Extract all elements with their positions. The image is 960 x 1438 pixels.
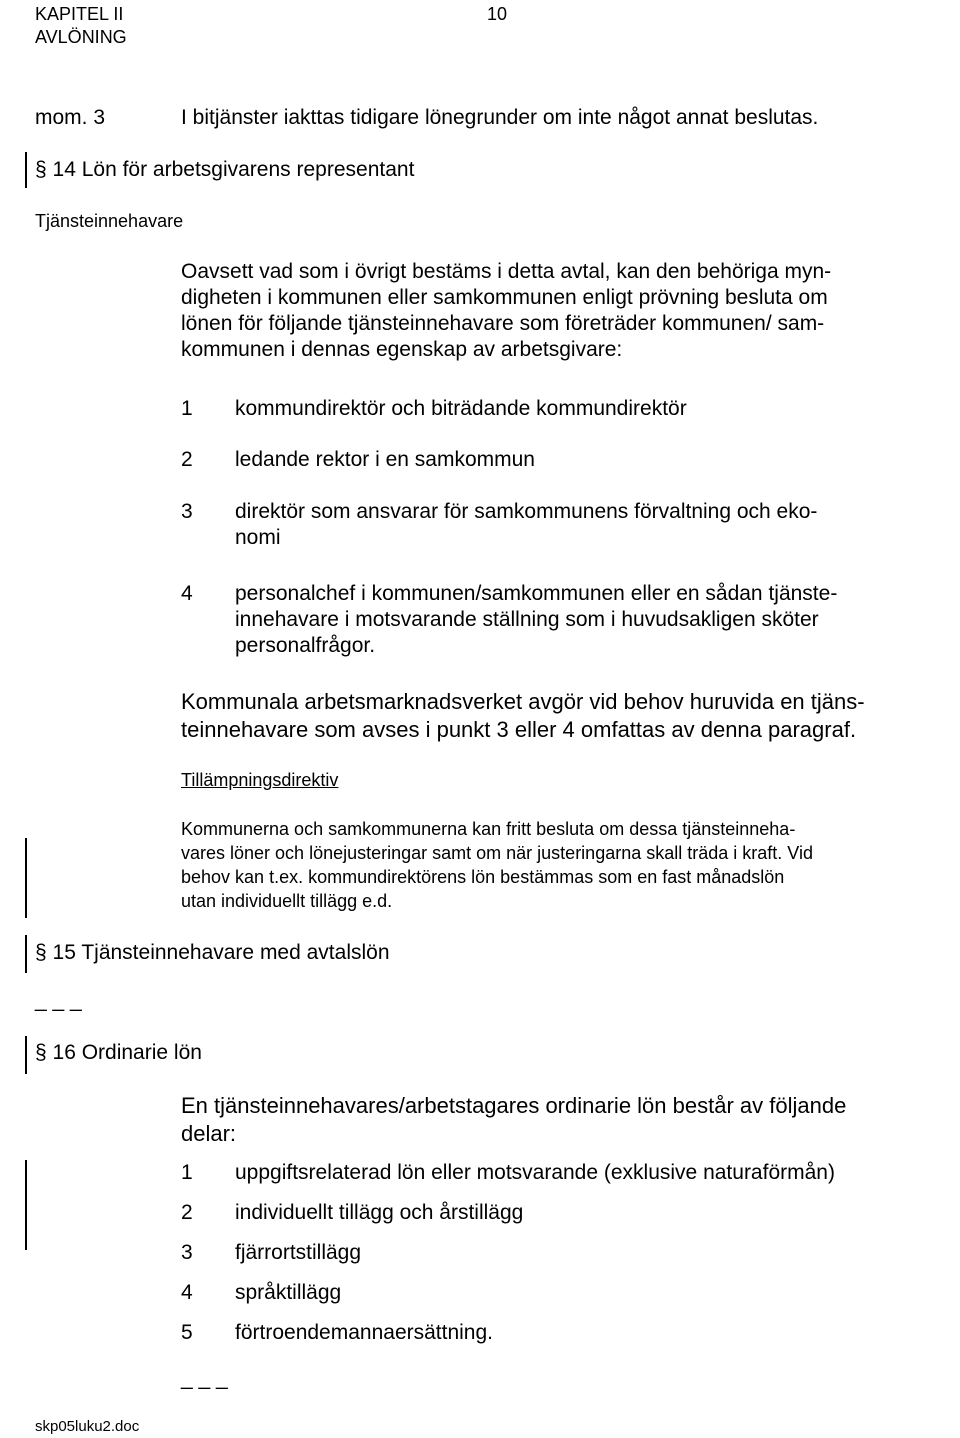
directive-title: Tillämpningsdirektiv (181, 770, 339, 790)
list-number: 3 (181, 1241, 193, 1264)
chapter-title: KAPITEL II (35, 4, 124, 24)
omission-mark: _ _ _ (181, 1367, 228, 1390)
side-label: Tjänsteinnehavare (35, 211, 184, 231)
list-number: 1 (181, 397, 193, 420)
mom-text: I bitjänster iakttas tidigare lönegrunder om inte något annat beslutas. (181, 106, 819, 129)
revision-bar (25, 152, 27, 188)
revision-bar (25, 1160, 27, 1250)
section-15-heading: § 15 Tjänsteinnehavare med avtalslön (35, 941, 390, 964)
section-14-intro: Oavsett vad som i övrigt bestäms i detta avtal, kan den behöriga myn- digheten i kommunen eller samkommunen enligt prövning besluta om lönen för följande tjänsteinnehavare som företräder kommunen/ sam- kommunen i dennas egenskap av arbetsgivare: (181, 260, 832, 361)
list-item: direktör som ansvarar för samkommunens förvaltning och eko- nomi (235, 500, 818, 549)
list-item: språktillägg (235, 1281, 342, 1304)
mom-label: mom. 3 (35, 106, 106, 129)
list-number: 3 (181, 500, 193, 523)
section-16-heading: § 16 Ordinarie lön (35, 1041, 202, 1064)
revision-bar (25, 838, 27, 918)
revision-bar (25, 1036, 27, 1074)
list-item: förtroendemannaersättning. (235, 1321, 493, 1344)
list-number: 2 (181, 448, 193, 471)
list-item: fjärrortstillägg (235, 1241, 362, 1264)
footer-filename: skp05luku2.doc (35, 1418, 140, 1435)
list-number: 5 (181, 1321, 193, 1344)
section-14-heading: § 14 Lön för arbetsgivarens representant (35, 158, 415, 181)
revision-bar (25, 935, 27, 973)
list-number: 4 (181, 1281, 193, 1304)
section-14-closing: Kommunala arbetsmarknadsverket avgör vid behov huruvida en tjäns- teinnehavare som avses i punkt 3 eller 4 omfattas av denna paragraf. (181, 689, 865, 742)
list-item: ledande rektor i en samkommun (235, 448, 535, 471)
list-item: personalchef i kommunen/samkommunen eller en sådan tjänste- innehavare i motsvarande ställning som i huvudsakligen sköter personalfrågor. (235, 582, 838, 657)
omission-mark: _ _ _ (35, 989, 82, 1012)
list-item: uppgiftsrelaterad lön eller motsvarande (exklusive naturaförmån) (235, 1161, 835, 1184)
list-number: 4 (181, 582, 193, 605)
section-16-intro: En tjänsteinnehavares/arbetstagares ordinarie lön består av följande delar: (181, 1093, 847, 1146)
page-number: 10 (487, 4, 508, 24)
directive-text: Kommunerna och samkommunerna kan fritt besluta om dessa tjänsteinneha- vares löner och lönejusteringar samt om när justeringarna skall träda i kraft. Vid behov kan t.ex. kommundirektörens lön bestämmas som en fast månadslön utan individuellt tillägg e.d. (181, 819, 813, 911)
list-number: 1 (181, 1161, 193, 1184)
list-item: individuellt tillägg och årstillägg (235, 1201, 524, 1224)
list-number: 2 (181, 1201, 193, 1224)
list-item: kommundirektör och biträdande kommundirektör (235, 397, 687, 420)
chapter-subtitle: AVLÖNING (35, 27, 127, 47)
